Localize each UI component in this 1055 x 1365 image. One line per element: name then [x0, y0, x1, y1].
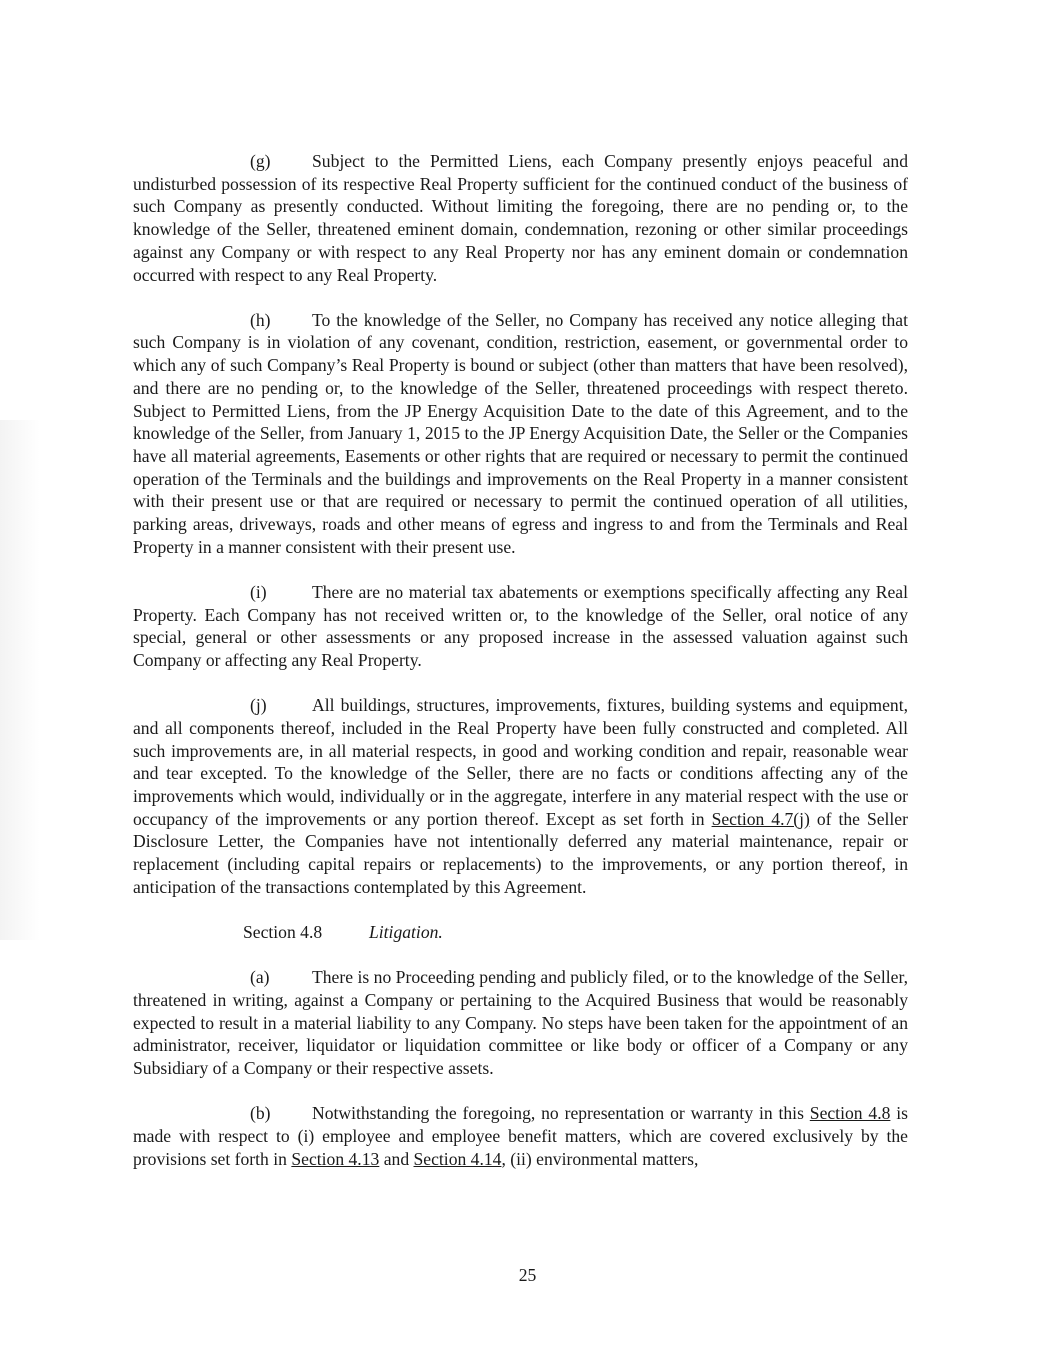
paragraph-label: (h): [250, 309, 271, 330]
paragraph-text: Subject to the Permitted Liens, each Company presently enjoys peaceful and undisturbed possession of its respective Real Property sufficient for the continued conduct of the business of such Company as presently conducted. Without limiting the foregoing, there are no pending or, to the knowledge of the Seller, threatened eminent domain, condemnation, rezoning or other similar proceedings against any Company or with respect to any Real Property nor has any eminent domain or condemnation occurred with respect to any Real Property.: [133, 151, 908, 285]
section-reference-link[interactable]: Section 4.7(j): [711, 808, 810, 829]
paragraph-label: (j): [250, 695, 267, 716]
paragraph-text: is made with respect to (i) employee and employee benefit matters, which are covered exclusively by the provisions set forth in: [133, 1103, 908, 1169]
paragraph-text: Notwithstanding the foregoing, no representation or warranty in this: [312, 1103, 810, 1124]
paragraph-text: and: [379, 1148, 414, 1169]
paragraph-j: [133, 694, 908, 898]
paragraph-label: (i): [250, 581, 267, 602]
paragraph-text: , (ii) environmental matters,: [501, 1148, 699, 1169]
paragraph-label: (b): [250, 1103, 271, 1124]
paragraph-text: There are no material tax abatements or exemptions specifically affecting any Real Property. Each Company has not received written or, to the knowledge of the Seller, oral notice of any special, general or other assessments or any proposed increase in the assessed valuation against such Company or affecting any Real Property.: [133, 581, 908, 671]
litigation-paragraph-b: [133, 1102, 908, 1170]
paragraph-text: of the Seller Disclosure Letter, the Companies have not intentionally deferred any material maintenance, repair or replacement (including capital repairs or replacements) to the improvements, or any portion thereof, in anticipation of the transactions contemplated by this Agreement.: [133, 808, 908, 897]
paragraph-text: To the knowledge of the Seller, no Company has received any notice alleging that such Company is in violation of any covenant, condition, restriction, easement, or governmental order to which any of such Company’s Real Property is bound or subject (other than matters that have been resolved), and there are no pending or, to the knowledge of the Seller, threatened proceedings with respect thereto. Subject to Permitted Liens, from the JP Energy Acquisition Date to the date of this Agreement, and to the knowledge of the Seller, from January 1, 2015 to the JP Energy Acquisition Date, the Seller or the Companies have all material agreements, Easements or other rights that are required or necessary to permit the continued operation of the Terminals and the buildings and improvements on the Real Property in a manner consistent with their present use or that are required or necessary to permit the continued operation of all utilities, parking areas, driveways, roads and other means of egress and ingress to and from the Terminals and Real Property in a manner consistent with their present use.: [133, 309, 908, 557]
paragraph-g: [133, 150, 908, 286]
section-title: Litigation.: [369, 922, 443, 943]
section-reference-link[interactable]: Section 4.13: [291, 1148, 380, 1169]
scan-shading: [0, 420, 40, 940]
section-reference-link[interactable]: Section 4.8: [809, 1103, 891, 1124]
section-heading: [133, 921, 908, 944]
paragraph-text: All buildings, structures, improvements, fixtures, building systems and equipment, and all components thereof, included in the Real Property have been fully constructed and completed. All such improvements are, in all material respects, in good and working condition and repair, reasonable wear and tear excepted. To the knowledge of the Seller, there are no facts or conditions affecting any of the improvements which would, individually or in the aggregate, interfere in any material respect with the use or occupancy of the improvements or any portion thereof. Except as set forth in: [133, 695, 908, 829]
litigation-paragraph-a: [133, 966, 908, 1080]
paragraph-label: (g): [250, 151, 271, 171]
section-reference-link[interactable]: Section 4.14: [413, 1148, 502, 1169]
document-body: [133, 150, 908, 1170]
paragraph-i: [133, 581, 908, 672]
paragraph-text: There is no Proceeding pending and publicly filed, or to the knowledge of the Seller, threatened in writing, against a Company or pertaining to the Acquired Business that would be reasonably expected to result in a material liability to any Company. No steps have been taken for the appointment of an administrator, receiver, liquidator or liquidation committee or like body or officer of a Company or any Subsidiary of a Company or their respective assets.: [133, 967, 908, 1079]
paragraph-label: (a): [250, 967, 270, 988]
section-number: Section 4.8: [243, 922, 323, 943]
paragraph-h: [133, 309, 908, 559]
page-number: 25: [518, 1265, 537, 1285]
